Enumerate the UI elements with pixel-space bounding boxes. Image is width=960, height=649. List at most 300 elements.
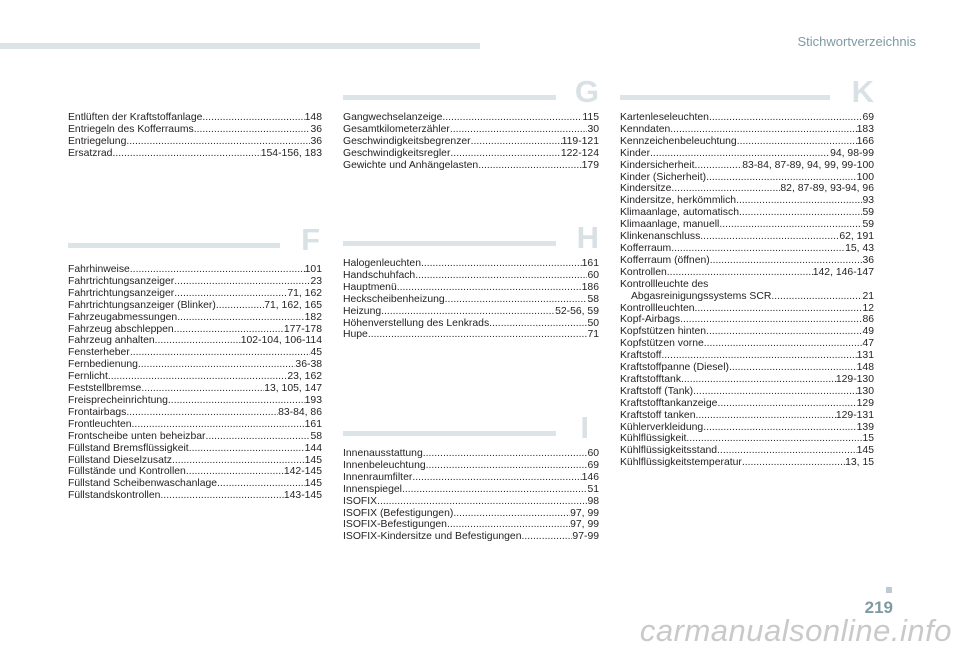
index-entry <box>343 112 599 124</box>
index-pages: 145 <box>856 445 874 457</box>
index-pages: 145 <box>304 478 322 490</box>
section-k-list <box>620 112 874 469</box>
index-entry <box>68 455 322 467</box>
index-entry <box>343 329 599 341</box>
index-entry <box>343 148 599 160</box>
index-pages: 60 <box>587 448 599 459</box>
index-term: Kindersitze, herkömmlich <box>620 195 737 207</box>
index-pages: 15 <box>862 433 874 445</box>
index-entry <box>68 136 322 148</box>
leader-dots <box>447 519 570 531</box>
index-pages: 93 <box>862 195 874 207</box>
index-term: Kühlerverkleidung <box>620 421 704 433</box>
section-i-header <box>343 410 599 445</box>
index-entry <box>68 324 322 336</box>
section-f-header <box>68 222 322 257</box>
leader-dots <box>426 460 588 472</box>
index-entry <box>620 231 874 243</box>
index-entry <box>343 136 599 148</box>
index-pages: 148 <box>304 112 322 123</box>
index-pages: 50 <box>587 317 599 329</box>
leader-dots <box>521 531 572 543</box>
leader-dots <box>742 457 845 469</box>
leader-dots <box>205 431 310 443</box>
leader-dots <box>216 300 264 312</box>
page-marker <box>886 587 892 593</box>
leader-dots <box>415 270 587 282</box>
index-pages: 71, 162, 165 <box>264 299 322 311</box>
index-term: Kraftstofftank <box>620 373 682 385</box>
index-pages: 30 <box>587 123 599 135</box>
index-entry <box>343 282 599 294</box>
index-pages: 98 <box>587 495 599 507</box>
leader-dots <box>381 306 555 318</box>
leader-dots <box>445 294 588 306</box>
index-entry <box>620 398 874 410</box>
leader-dots <box>130 347 311 359</box>
index-entry <box>343 160 599 172</box>
header-bar <box>0 43 480 49</box>
index-pages: 15, 43 <box>845 242 874 254</box>
index-term: Kinder (Sicherheit) <box>620 171 707 183</box>
index-term: Füllstand Dieselzusatz <box>68 454 172 466</box>
index-entry <box>620 457 874 469</box>
leader-dots <box>108 371 287 383</box>
index-entry <box>620 445 874 457</box>
index-entry <box>343 294 599 306</box>
index-entry <box>68 148 322 160</box>
index-term: Innenausstattung <box>343 448 423 459</box>
index-term: Gangwechselanzeige <box>343 112 443 123</box>
index-entry <box>68 466 322 478</box>
index-pages: 130 <box>856 385 874 397</box>
index-entry <box>343 448 599 460</box>
leader-dots <box>489 318 587 330</box>
index-pages: 71, 162 <box>287 287 322 299</box>
index-entry <box>620 303 874 315</box>
leader-dots <box>421 258 582 270</box>
leader-dots <box>402 484 588 496</box>
index-entry <box>620 255 874 267</box>
index-term: Geschwindigkeitsregler <box>343 147 451 159</box>
index-pages: 60 <box>587 269 599 281</box>
index-pages: 49 <box>862 326 874 338</box>
leader-dots <box>141 383 264 395</box>
leader-dots <box>132 419 305 431</box>
section-letter-i: I <box>580 410 589 445</box>
index-entry <box>620 374 874 386</box>
watermark: carmanualsonline.info <box>639 613 952 648</box>
index-term: Fahrzeug abschleppen <box>68 323 174 335</box>
index-entry <box>343 496 599 508</box>
index-term: Kennzeichenbeleuchtung <box>620 135 737 147</box>
index-pages: 102-104, 106-114 <box>240 335 322 347</box>
index-term: Fernlicht <box>68 371 108 383</box>
index-term: Frontscheibe unten beheizbar <box>68 430 206 442</box>
index-entry <box>68 431 322 443</box>
index-term: Füllstände und Kontrollen <box>68 466 186 478</box>
index-term: Entriegelung <box>68 135 127 147</box>
section-letter-h: H <box>576 220 599 255</box>
index-pages: 97, 99 <box>570 507 599 519</box>
index-entry <box>620 160 874 172</box>
leader-dots <box>168 395 305 407</box>
index-term: Kraftstofftankanzeige <box>620 397 718 409</box>
leader-dots <box>112 148 260 160</box>
section-k <box>620 74 874 109</box>
leader-dots <box>478 160 581 172</box>
index-entry <box>68 347 322 359</box>
index-pages: 58 <box>310 430 322 442</box>
index-term: Kopfstützen vorne <box>620 338 704 350</box>
index-term: Kinder <box>620 147 651 159</box>
index-entry <box>620 314 874 326</box>
index-term: Fahrtrichtungsanzeiger (Blinker) <box>68 299 216 311</box>
leader-dots <box>186 466 284 478</box>
section-divider <box>68 243 280 248</box>
index-pages: 45 <box>310 347 322 359</box>
leader-dots <box>695 410 835 422</box>
section-i-list <box>343 448 599 543</box>
index-term: Fahrzeugabmessungen <box>68 311 178 323</box>
index-term: Gesamtkilometerzähler <box>343 123 450 135</box>
index-pages: 59 <box>862 207 874 219</box>
section-h-header <box>343 220 599 255</box>
index-term: Fensterheber <box>68 347 130 359</box>
index-term: Fernbedienung <box>68 359 138 371</box>
leader-dots <box>671 183 780 195</box>
index-term: Füllstand Scheibenwaschanlage <box>68 478 218 490</box>
leader-dots <box>703 422 856 434</box>
index-term: Gewichte und Anhängelasten <box>343 159 479 171</box>
index-term: Kindersitze <box>620 183 672 195</box>
leader-dots <box>667 267 813 279</box>
leader-dots <box>217 478 305 490</box>
index-entry <box>68 276 322 288</box>
index-entry <box>620 195 874 207</box>
section-f-list <box>68 264 322 502</box>
leader-dots <box>680 314 862 326</box>
index-pages: 166 <box>856 135 874 147</box>
index-pages: 47 <box>862 338 874 350</box>
index-term: Kraftstoff (Tank) <box>620 385 694 397</box>
leader-dots <box>126 136 310 148</box>
section-divider <box>343 241 556 246</box>
index-pages: 83-84, 86 <box>278 406 322 418</box>
index-entry <box>620 112 874 124</box>
index-pages: 62, 191 <box>839 231 874 243</box>
section-letter-f: F <box>301 222 320 257</box>
leader-dots <box>695 160 743 172</box>
leader-dots <box>194 124 311 136</box>
leader-dots <box>771 291 862 303</box>
leader-dots <box>736 195 862 207</box>
index-entry <box>620 386 874 398</box>
index-pages: 59 <box>862 219 874 231</box>
index-entry <box>343 124 599 136</box>
leader-dots <box>471 136 562 148</box>
index-entry <box>68 443 322 455</box>
index-term: Abgasreinigungssystems SCR <box>631 290 772 302</box>
index-pages: 71 <box>587 329 599 341</box>
leader-dots <box>155 335 241 347</box>
leader-dots <box>160 490 283 502</box>
index-pages: 142, 146-147 <box>812 266 874 278</box>
leader-dots <box>202 112 304 124</box>
section-letter-g: G <box>574 74 599 109</box>
index-term: Innenspiegel <box>343 483 402 495</box>
index-term: Geschwindigkeitsbegrenzer <box>343 135 471 147</box>
index-entry <box>620 350 874 362</box>
leader-dots <box>126 407 278 419</box>
index-entry <box>620 243 874 255</box>
index-term: Fahrtrichtungsanzeiger <box>68 275 175 287</box>
index-term: Innenraumfilter <box>343 471 413 483</box>
index-term: Frontleuchten <box>68 418 132 430</box>
leader-dots <box>681 374 836 386</box>
index-entry <box>343 531 599 543</box>
leader-dots <box>710 255 863 267</box>
index-pages: 100 <box>856 171 874 183</box>
index-pages: 21 <box>862 290 874 302</box>
section-g-header <box>343 74 599 109</box>
index-term: Fahrtrichtungsanzeiger <box>68 287 175 299</box>
leader-dots <box>174 324 284 336</box>
index-entry <box>343 460 599 472</box>
leader-dots <box>704 338 863 350</box>
index-entry <box>68 371 322 383</box>
leader-dots <box>423 448 588 460</box>
index-term: ISOFIX <box>343 495 378 507</box>
index-pages: 12 <box>862 302 874 314</box>
index-pages: 186 <box>581 281 599 293</box>
index-term: ISOFIX (Befestigungen) <box>343 507 454 519</box>
leader-dots <box>706 172 857 184</box>
index-pages: 193 <box>304 394 322 406</box>
index-pages: 69 <box>862 112 874 123</box>
section-divider <box>620 95 830 100</box>
index-term: Kontrollen <box>620 266 667 278</box>
index-entry <box>620 279 874 291</box>
index-pages: 146 <box>581 471 599 483</box>
index-term: Kopfstützen hinten <box>620 326 707 338</box>
leader-dots <box>739 207 862 219</box>
index-pages: 131 <box>856 350 874 362</box>
index-pages: 94, 98-99 <box>830 147 874 159</box>
index-term: Kofferraum <box>620 242 672 254</box>
index-entry <box>343 270 599 282</box>
section-letter-k: K <box>851 74 874 109</box>
index-entry <box>620 433 874 445</box>
index-entry <box>68 490 322 502</box>
index-term: Ersatzrad <box>68 147 113 159</box>
leader-dots <box>670 124 856 136</box>
section-h <box>343 220 599 255</box>
leader-dots <box>661 350 856 362</box>
section-h-list <box>343 258 599 341</box>
index-entry <box>620 291 874 303</box>
index-term: Fahrzeug anhalten <box>68 335 155 347</box>
index-pages: 36-38 <box>295 359 322 371</box>
index-term: Heckscheibenheizung <box>343 293 445 305</box>
index-pages: 13, 15 <box>845 457 874 469</box>
leader-dots <box>138 359 296 371</box>
section-e-list <box>68 112 322 160</box>
index-term: ISOFIX-Befestigungen <box>343 519 447 531</box>
index-entry <box>343 519 599 531</box>
index-pages: 58 <box>587 293 599 305</box>
index-entry <box>343 258 599 270</box>
index-term: Feststellbremse <box>68 383 142 395</box>
index-entry <box>68 312 322 324</box>
index-pages: 161 <box>581 258 599 269</box>
leader-dots <box>450 148 560 160</box>
index-term: Kindersicherheit <box>620 159 695 171</box>
index-term: Füllstandskontrollen <box>68 490 161 502</box>
leader-dots <box>189 443 305 455</box>
index-term: Entriegeln des Kofferraums <box>68 123 194 135</box>
index-term: Kraftstoff tanken <box>620 409 696 421</box>
index-pages: 86 <box>862 314 874 326</box>
index-term: Kühlflüssigkeit <box>620 433 687 445</box>
index-term: Entlüften der Kraftstoffanlage <box>68 112 203 123</box>
index-entry <box>620 183 874 195</box>
index-term: Klimaanlage, manuell <box>620 219 720 231</box>
index-pages: 69 <box>587 459 599 471</box>
index-entry <box>68 264 322 276</box>
leader-dots <box>693 386 857 398</box>
index-pages: 143-145 <box>283 490 322 502</box>
index-term: Kontrollleuchte des <box>620 278 709 290</box>
index-pages: 23, 162 <box>287 371 322 383</box>
leader-dots <box>377 496 587 508</box>
leader-dots <box>450 124 588 136</box>
leader-dots <box>130 264 305 276</box>
index-term: Klimaanlage, automatisch <box>620 207 739 219</box>
leader-dots <box>442 112 582 124</box>
index-term: Handschuhfach <box>343 269 416 281</box>
index-entry <box>68 395 322 407</box>
index-pages: 145 <box>304 454 322 466</box>
leader-dots <box>650 148 830 160</box>
page-number: 219 <box>864 598 893 617</box>
index-term: Hauptmenü <box>343 281 397 293</box>
leader-dots <box>729 362 857 374</box>
index-entry <box>620 338 874 350</box>
leader-dots <box>719 219 862 231</box>
index-pages: 115 <box>582 112 599 123</box>
index-pages: 51 <box>587 483 599 495</box>
index-pages: 129-130 <box>835 373 874 385</box>
index-term: Höhenverstellung des Lenkrads <box>343 317 490 329</box>
index-entry <box>620 207 874 219</box>
index-term: Kontrollleuchten <box>620 302 695 314</box>
index-pages: 83-84, 87-89, 94, 99, 99-100 <box>742 159 874 171</box>
index-pages: 119-121 <box>561 135 599 147</box>
index-pages: 23 <box>310 275 322 287</box>
index-pages: 177-178 <box>283 323 322 335</box>
leader-dots <box>717 445 857 457</box>
index-entry <box>68 335 322 347</box>
index-entry <box>620 136 874 148</box>
leader-dots <box>177 312 304 324</box>
index-pages: 161 <box>304 418 322 430</box>
index-term: Kofferraum (öffnen) <box>620 254 710 266</box>
index-pages: 97, 99 <box>570 519 599 531</box>
index-entry <box>620 124 874 136</box>
index-entry <box>68 359 322 371</box>
index-pages: 13, 105, 147 <box>264 383 322 395</box>
index-term: Halogenleuchten <box>343 258 421 269</box>
index-term: Fahrhinweise <box>68 264 130 275</box>
index-pages: 129 <box>856 397 874 409</box>
leader-dots <box>174 276 310 288</box>
leader-dots <box>737 136 857 148</box>
index-term: Freisprecheinrichtung <box>68 394 168 406</box>
index-pages: 36 <box>310 135 322 147</box>
index-pages: 154-156, 183 <box>260 147 322 159</box>
index-entry <box>620 219 874 231</box>
index-pages: 148 <box>856 362 874 374</box>
index-term: Füllstand Bremsflüssigkeit <box>68 442 189 454</box>
index-pages: 129-131 <box>835 409 874 421</box>
leader-dots <box>717 398 856 410</box>
index-entry <box>343 306 599 318</box>
index-entry <box>620 362 874 374</box>
page-header-title: Stichwortverzeichnis <box>797 34 916 49</box>
index-pages: 122-124 <box>560 147 599 159</box>
index-term: ISOFIX-Kindersitze und Befestigungen <box>343 531 522 543</box>
index-entry <box>68 112 322 124</box>
index-entry <box>620 267 874 279</box>
index-entry <box>68 478 322 490</box>
index-entry <box>343 318 599 330</box>
section-g-list <box>343 112 599 172</box>
index-term: Kühlflüssigkeitstemperatur <box>620 457 742 469</box>
leader-dots <box>700 231 839 243</box>
leader-dots <box>412 472 581 484</box>
index-entry <box>343 508 599 520</box>
leader-dots <box>709 112 862 124</box>
leader-dots <box>695 303 863 315</box>
index-pages: 36 <box>310 123 322 135</box>
index-pages: 82, 87-89, 93-94, 96 <box>780 183 874 195</box>
index-pages: 179 <box>581 159 599 171</box>
index-term: Kenndaten <box>620 123 671 135</box>
section-i <box>343 410 599 445</box>
leader-dots <box>686 433 862 445</box>
index-pages: 52-56, 59 <box>555 305 599 317</box>
index-term: Kraftstoff <box>620 350 662 362</box>
index-entry <box>68 124 322 136</box>
section-k-header <box>620 74 874 109</box>
index-term: Kraftstoffpanne (Diesel) <box>620 362 729 374</box>
index-pages: 182 <box>304 311 322 323</box>
section-g <box>343 74 599 109</box>
leader-dots <box>706 326 862 338</box>
index-pages: 97-99 <box>572 531 599 543</box>
index-entry <box>68 419 322 431</box>
leader-dots <box>397 282 582 294</box>
index-entry <box>68 407 322 419</box>
index-entry <box>343 472 599 484</box>
index-entry <box>620 148 874 160</box>
section-divider <box>343 95 556 100</box>
leader-dots <box>453 508 570 520</box>
leader-dots <box>671 243 845 255</box>
section-f <box>68 222 322 257</box>
leader-dots <box>174 288 287 300</box>
